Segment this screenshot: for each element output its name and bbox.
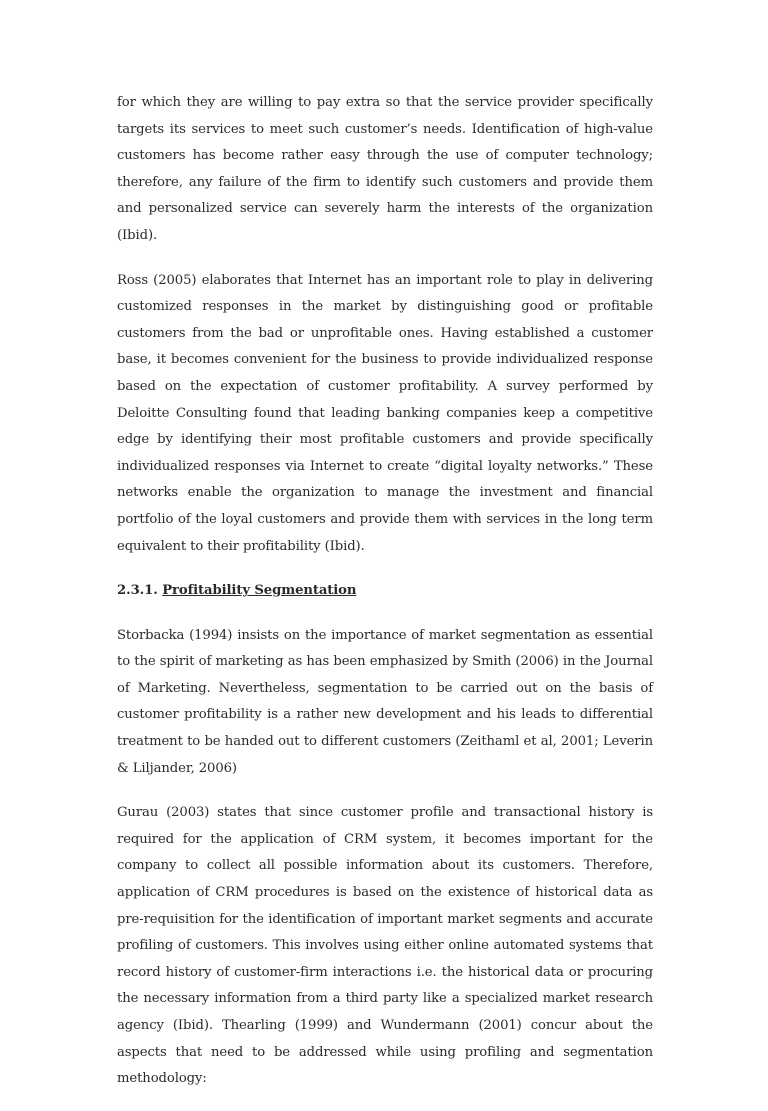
section-number: 2.3.1. bbox=[117, 583, 158, 599]
paragraph-high-value-customers: for which they are willing to pay extra so that the service provider specifically targets its services to meet such customer’s needs. Identification of high-value customers has become rather easy through the use of computer technology; therefore, any failure of the firm to identify such customers and provide them and personalized service can severely harm the interests of the organization (Ibid). bbox=[117, 95, 653, 243]
paragraph-gurau-crm: Gurau (2003) states that since customer profile and transactional history is required for the application of CRM system, it becomes important for the company to collect all possible information about its customers. Therefore, application of CRM procedures is based on the existence of historical data as pre-requisition for the identification of important market segments and accurate profiling of customers. This involves using either online automated systems that record history of customer-firm interactions i.e. the historical data or procuring the necessary information from a third party like a specialized market research agency (Ibid). Thearling (1999) and Wundermann (2001) concur about the aspects that need to be addressed while using profiling and segmentation methodology: bbox=[117, 805, 653, 1087]
section-title: Profitability Segmentation bbox=[162, 583, 357, 599]
paragraph-storbacka-segmentation: Storbacka (1994) insists on the importance of market segmentation as essential to the spirit of marketing as has been emphasized by Smith (2006) in the Journal of Marketing. Nevertheless, segmentation to be carried out on the basis of customer profitability is a rather new development and his leads to differential treatment to be handed out to different customers (Zeithaml et al, 2001; Leverin & Liljander, 2006) bbox=[117, 627, 653, 776]
document-page bbox=[117, 90, 653, 1111]
section-heading bbox=[117, 578, 653, 605]
paragraph-ross-internet: Ross (2005) elaborates that Internet has an important role to play in delivering customized responses in the market by distinguishing good or profitable customers from the bad or unprofitable ones. Having established a customer base, it becomes convenient for the business to provide individualized response based on the expectation of customer profitability. A survey performed by Deloitte Consulting found that leading banking companies keep a competitive edge by identifying their most profitable customers and provide specifically individualized responses via Internet to create “digital loyalty networks.” These networks enable the organization to manage the investment and financial portfolio of the loyal customers and provide them with services in the long term equivalent to their profitability (Ibid). bbox=[117, 272, 653, 554]
